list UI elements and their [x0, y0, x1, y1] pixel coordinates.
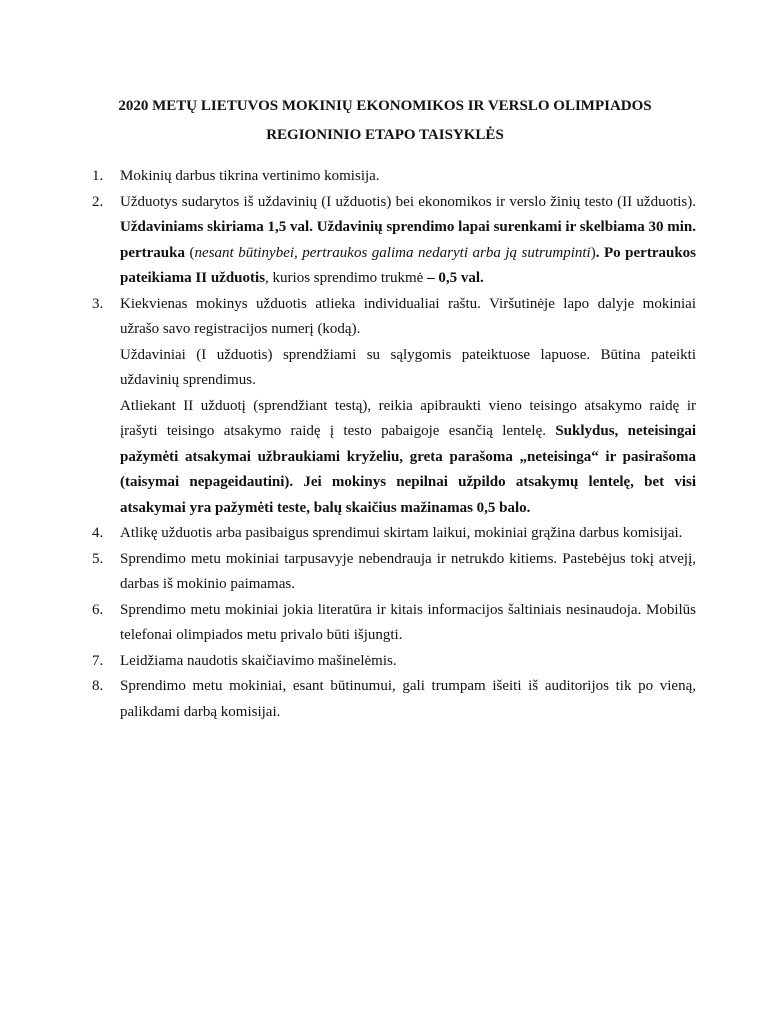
rule-paragraph: Uždaviniai (I užduotis) sprendžiami su sąlygomis pateiktuose lapuose. Būtina pateikti uždavinių sprendimus.: [120, 346, 696, 388]
rule-item-5: [92, 547, 696, 598]
rule-text: Užduotys sudarytos iš uždavinių (I užduotis) bei ekonomikos ir verslo žinių testo (II užduotis).: [120, 193, 696, 210]
rule-item-2: [92, 190, 696, 292]
rule-number: 1.: [92, 168, 104, 184]
rule-paragraph: [120, 190, 696, 292]
rule-number: 8.: [92, 678, 104, 694]
rule-text: Atlikę užduotis arba pasibaigus sprendimui skirtam laikui, mokiniai grąžina darbus komisijai.: [120, 525, 683, 541]
rule-number: 4.: [92, 525, 104, 541]
rule-text: , kurios sprendimo trukmė: [265, 270, 424, 286]
rule-text: ): [590, 244, 596, 261]
title-line-1: 2020 METŲ LIETUVOS MOKINIŲ EKONOMIKOS IR VERSLO OLIMPIADOS: [118, 98, 652, 114]
rule-text: Mokinių darbus tikrina vertinimo komisija.: [120, 168, 380, 184]
rule-text: Leidžiama naudotis skaičiavimo mašinelėmis.: [120, 652, 397, 669]
rule-number: 2.: [92, 193, 104, 210]
rule-bold-text: Suklydus, neteisingai pažymėti atsakymai užbraukiami kryželiu, greta parašoma „neteisinga“ ir pasirašoma (taisymai nepageidautini). Jei mokinys nepilnai užpildo atsakymų lentelę, bet visi atsakymai yra pažymėti teste, balų skaičius mažinamas 0,5 balo.: [120, 423, 697, 516]
document-title: [90, 92, 680, 150]
rule-italic-text: nesant būtinybei, pertraukos galima nedaryti arba ją sutrumpinti: [194, 244, 591, 261]
rule-number: 6.: [92, 601, 104, 618]
rule-item-7: [92, 649, 696, 675]
rule-text: Sprendimo metu mokiniai tarpusavyje nebendrauja ir netrukdo kitiems. Pastebėjus tokį atvejį, darbas iš mokinio paimamas.: [120, 550, 696, 592]
rule-item-3: [92, 292, 696, 522]
rule-number: 3.: [92, 295, 104, 312]
rules-list: [92, 164, 696, 725]
rule-item-8: [92, 674, 696, 725]
rule-bold-text: – 0,5 val.: [427, 270, 484, 286]
rule-bold-text: Uždaviniams skiriama 1,5 val. Uždavinių sprendimo lapai surenkami ir skelbiama 30 min. pertrauka: [120, 219, 696, 261]
rule-paragraph: Kiekvienas mokinys užduotis atlieka individualiai raštu. Viršutinėje lapo dalyje mokiniai užrašo savo registracijos numerį (kodą).: [120, 295, 696, 337]
rule-number: 7.: [92, 652, 104, 669]
rule-text: Sprendimo metu mokiniai jokia literatūra ir kitais informacijos šaltiniais nesinaudoja. Mobilūs telefonai olimpiados metu privalo būti išjungti.: [120, 601, 696, 643]
rule-text: (: [189, 244, 195, 261]
rule-item-4: [92, 521, 696, 547]
rule-text: Sprendimo metu mokiniai, esant būtinumui, gali trumpam išeiti iš auditorijos tik po vieną, palikdami darbą komisijai.: [120, 678, 696, 720]
rule-item-6: [92, 598, 696, 649]
rule-number: 5.: [92, 550, 104, 567]
rule-item-1: [92, 164, 696, 190]
rule-paragraph: [120, 394, 696, 522]
rule-text: Atliekant II užduotį (sprendžiant testą), reikia apibraukti vieno teisingo atsakymo raidę ir įrašyti teisingo atsakymo raidę į testo pabaigoje esančią lentelę.: [120, 397, 696, 439]
rule-bold-text: . Po pertraukos pateikiama II užduotis: [120, 244, 696, 286]
title-line-2: REGIONINIO ETAPO TAISYKLĖS: [266, 127, 504, 143]
